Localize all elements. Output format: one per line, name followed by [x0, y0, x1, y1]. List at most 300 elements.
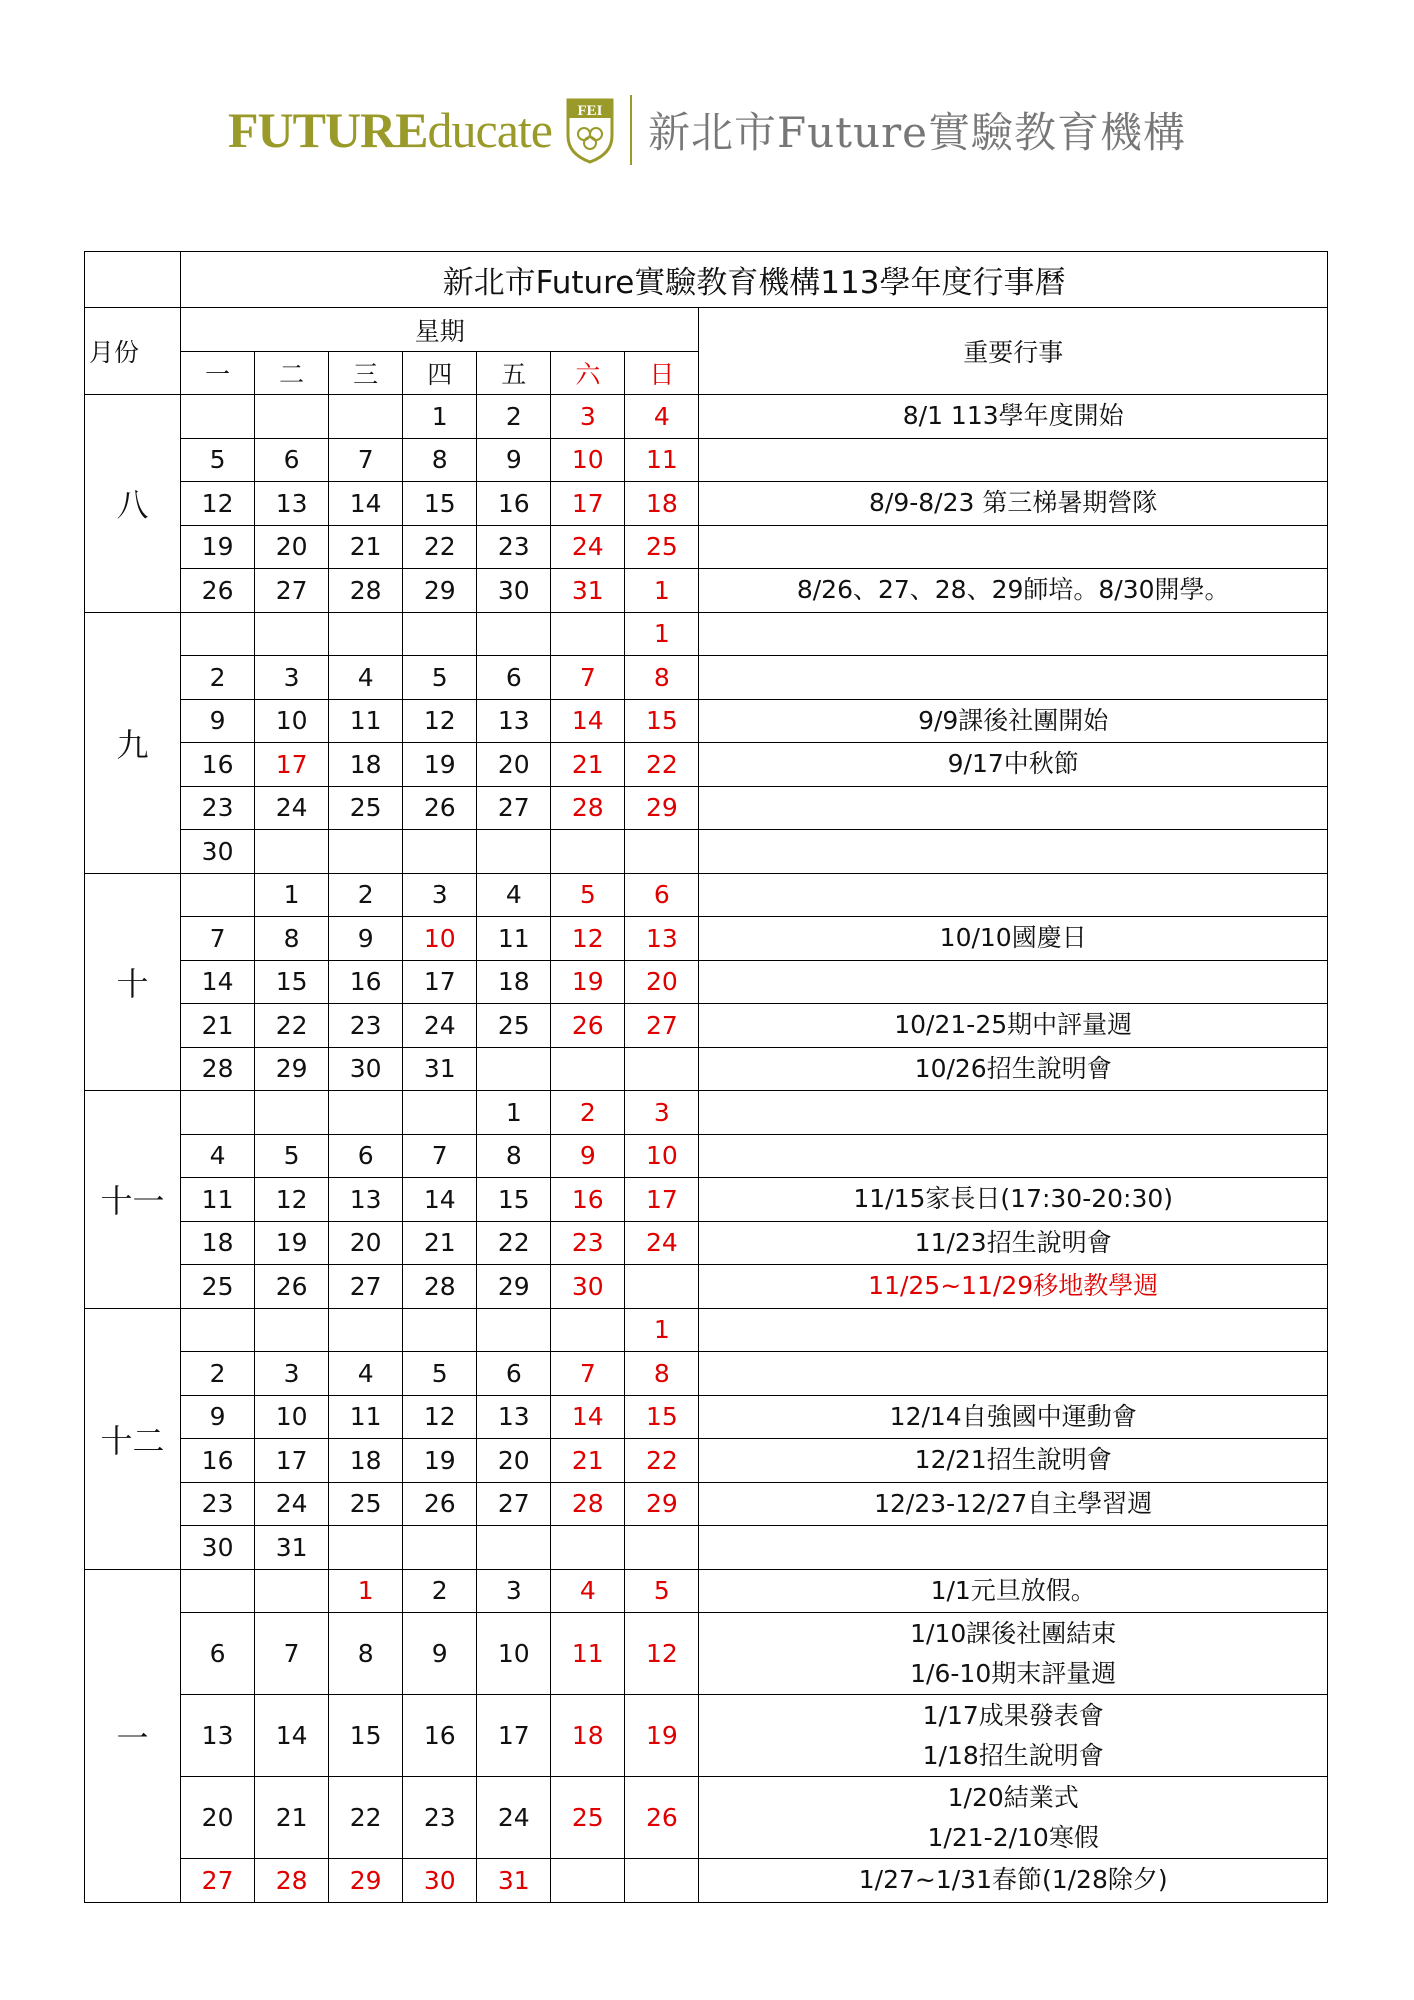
event-text: 10/26招生說明會	[914, 1053, 1112, 1083]
day-cell: 28	[403, 1265, 477, 1309]
day-cell	[329, 395, 403, 439]
day-cell: 10	[625, 1134, 699, 1178]
day-cell: 8	[625, 656, 699, 700]
event-cell	[699, 1352, 1328, 1396]
day-cell: 13	[477, 699, 551, 743]
day-cell: 27	[625, 1004, 699, 1048]
event-cell	[699, 1221, 1328, 1265]
weekday-0: 一	[181, 352, 255, 395]
day-cell: 26	[625, 1777, 699, 1859]
event-cell	[699, 1482, 1328, 1526]
day-cell: 17	[551, 482, 625, 526]
event-cell	[699, 1777, 1328, 1859]
day-cell: 14	[551, 1395, 625, 1439]
day-cell: 9	[477, 438, 551, 482]
day-cell: 20	[329, 1221, 403, 1265]
day-cell	[551, 1047, 625, 1091]
event-text: 10/10國慶日	[939, 923, 1087, 953]
day-cell	[625, 1047, 699, 1091]
day-cell	[255, 1308, 329, 1352]
event-text: 8/1 113學年度開始	[902, 401, 1124, 431]
day-cell: 9	[181, 699, 255, 743]
week-row	[85, 917, 1328, 961]
event-cell	[699, 1526, 1328, 1570]
day-cell	[625, 1859, 699, 1903]
day-cell	[403, 1526, 477, 1570]
month-header: 月份	[85, 308, 181, 395]
day-cell: 18	[625, 482, 699, 526]
day-cell: 16	[329, 960, 403, 1004]
event-text: 1/21-2/10寒假	[927, 1822, 1099, 1852]
event-cell	[699, 830, 1328, 874]
day-cell: 1	[625, 1308, 699, 1352]
day-cell	[181, 395, 255, 439]
day-cell: 18	[329, 743, 403, 787]
day-cell: 23	[181, 1482, 255, 1526]
day-cell	[551, 1308, 625, 1352]
week-header: 星期	[181, 308, 699, 352]
day-cell	[329, 1526, 403, 1570]
day-cell: 7	[255, 1613, 329, 1695]
week-row	[85, 960, 1328, 1004]
day-cell: 15	[329, 1695, 403, 1777]
day-cell: 25	[477, 1004, 551, 1048]
day-cell: 6	[255, 438, 329, 482]
day-cell: 12	[403, 699, 477, 743]
day-cell: 29	[477, 1265, 551, 1309]
event-text: 11/25~11/29移地教學週	[868, 1271, 1159, 1301]
event-text: 12/14自強國中運動會	[889, 1401, 1137, 1431]
day-cell: 20	[477, 1439, 551, 1483]
day-cell	[329, 830, 403, 874]
day-cell: 5	[255, 1134, 329, 1178]
day-cell: 4	[181, 1134, 255, 1178]
day-cell: 29	[403, 569, 477, 613]
day-cell	[403, 1091, 477, 1135]
day-cell: 14	[329, 482, 403, 526]
day-cell: 24	[477, 1777, 551, 1859]
day-cell: 19	[181, 525, 255, 569]
week-row	[85, 525, 1328, 569]
day-cell: 3	[625, 1091, 699, 1135]
event-cell	[699, 960, 1328, 1004]
day-cell: 23	[329, 1004, 403, 1048]
day-cell	[551, 830, 625, 874]
day-cell: 15	[477, 1178, 551, 1222]
day-cell: 5	[403, 656, 477, 700]
day-cell: 31	[551, 569, 625, 613]
event-cell	[699, 395, 1328, 439]
day-cell: 18	[477, 960, 551, 1004]
day-cell: 2	[181, 656, 255, 700]
day-cell: 14	[551, 699, 625, 743]
day-cell: 16	[551, 1178, 625, 1222]
day-cell: 15	[625, 1395, 699, 1439]
day-cell: 23	[551, 1221, 625, 1265]
day-cell: 11	[551, 1613, 625, 1695]
day-cell: 29	[329, 1859, 403, 1903]
day-cell: 28	[255, 1859, 329, 1903]
day-cell: 7	[403, 1134, 477, 1178]
day-cell: 9	[329, 917, 403, 961]
week-row	[85, 1526, 1328, 1570]
day-cell	[181, 1308, 255, 1352]
page-header	[0, 88, 1414, 172]
day-cell: 26	[255, 1265, 329, 1309]
day-cell: 10	[403, 917, 477, 961]
day-cell: 1	[255, 873, 329, 917]
event-cell	[699, 1613, 1328, 1695]
day-cell: 3	[255, 1352, 329, 1396]
day-cell: 27	[255, 569, 329, 613]
day-cell: 13	[477, 1395, 551, 1439]
svg-text:FEI: FEI	[577, 103, 603, 119]
day-cell: 27	[477, 786, 551, 830]
day-cell: 11	[329, 1395, 403, 1439]
day-cell	[477, 612, 551, 656]
day-cell: 12	[625, 1613, 699, 1695]
event-cell	[699, 1178, 1328, 1222]
week-row	[85, 1695, 1328, 1777]
day-cell: 20	[181, 1777, 255, 1859]
event-text: 8/9-8/23 第三梯暑期營隊	[869, 488, 1158, 518]
week-row	[85, 1777, 1328, 1859]
day-cell: 24	[551, 525, 625, 569]
event-text: 1/10課後社團結束	[910, 1618, 1117, 1648]
day-cell: 9	[181, 1395, 255, 1439]
day-cell: 30	[403, 1859, 477, 1903]
events-header: 重要行事	[699, 308, 1328, 395]
day-cell	[551, 612, 625, 656]
week-row	[85, 656, 1328, 700]
day-cell: 26	[181, 569, 255, 613]
day-cell: 28	[551, 1482, 625, 1526]
day-cell	[477, 1526, 551, 1570]
day-cell: 5	[403, 1352, 477, 1396]
day-cell: 30	[181, 1526, 255, 1570]
day-cell: 13	[329, 1178, 403, 1222]
event-text: 11/23招生說明會	[914, 1227, 1112, 1257]
week-row	[85, 395, 1328, 439]
day-cell: 21	[551, 1439, 625, 1483]
week-row	[85, 1439, 1328, 1483]
day-cell: 10	[477, 1613, 551, 1695]
week-row	[85, 743, 1328, 787]
event-text: 1/18招生說明會	[922, 1740, 1104, 1770]
event-text: 1/17成果發表會	[922, 1700, 1104, 1730]
day-cell: 8	[477, 1134, 551, 1178]
day-cell: 11	[625, 438, 699, 482]
day-cell: 16	[181, 743, 255, 787]
month-cell: 十	[85, 873, 181, 1091]
day-cell	[329, 1308, 403, 1352]
weekday-6: 日	[625, 352, 699, 395]
event-cell	[699, 1308, 1328, 1352]
day-cell	[625, 1526, 699, 1570]
day-cell: 22	[255, 1004, 329, 1048]
day-cell: 5	[181, 438, 255, 482]
day-cell: 8	[625, 1352, 699, 1396]
day-cell: 17	[255, 1439, 329, 1483]
event-cell	[699, 699, 1328, 743]
day-cell	[551, 1859, 625, 1903]
event-cell	[699, 1569, 1328, 1613]
day-cell: 2	[477, 395, 551, 439]
day-cell: 28	[181, 1047, 255, 1091]
day-cell: 12	[255, 1178, 329, 1222]
day-cell: 30	[551, 1265, 625, 1309]
day-cell: 24	[403, 1004, 477, 1048]
day-cell: 4	[551, 1569, 625, 1613]
week-row	[85, 1134, 1328, 1178]
day-cell: 24	[625, 1221, 699, 1265]
day-cell	[403, 612, 477, 656]
event-text: 1/1元旦放假。	[930, 1575, 1096, 1605]
week-row	[85, 1859, 1328, 1903]
event-cell	[699, 525, 1328, 569]
month-cell: 一	[85, 1569, 181, 1902]
day-cell: 1	[625, 612, 699, 656]
month-cell: 十二	[85, 1308, 181, 1569]
week-row	[85, 1569, 1328, 1613]
day-cell: 2	[403, 1569, 477, 1613]
day-cell: 8	[329, 1613, 403, 1695]
day-cell: 26	[403, 1482, 477, 1526]
month-cell: 十一	[85, 1091, 181, 1309]
week-row	[85, 1265, 1328, 1309]
day-cell: 23	[181, 786, 255, 830]
day-cell: 25	[625, 525, 699, 569]
weekday-4: 五	[477, 352, 551, 395]
weekday-5: 六	[551, 352, 625, 395]
event-text: 12/21招生說明會	[914, 1445, 1112, 1475]
day-cell: 19	[255, 1221, 329, 1265]
event-cell	[699, 1134, 1328, 1178]
day-cell: 3	[477, 1569, 551, 1613]
day-cell: 22	[403, 525, 477, 569]
day-cell: 4	[625, 395, 699, 439]
day-cell: 20	[477, 743, 551, 787]
day-cell	[255, 1091, 329, 1135]
month-cell: 九	[85, 612, 181, 873]
day-cell: 13	[255, 482, 329, 526]
week-row	[85, 1395, 1328, 1439]
day-cell: 29	[255, 1047, 329, 1091]
day-cell: 20	[255, 525, 329, 569]
day-cell: 30	[477, 569, 551, 613]
day-cell	[181, 873, 255, 917]
calendar-title: 新北市Future實驗教育機構113學年度行事曆	[181, 252, 1328, 308]
day-cell	[181, 1091, 255, 1135]
day-cell	[329, 1091, 403, 1135]
day-cell: 30	[329, 1047, 403, 1091]
day-cell: 14	[403, 1178, 477, 1222]
day-cell	[403, 830, 477, 874]
day-cell: 7	[329, 438, 403, 482]
weekday-3: 四	[403, 352, 477, 395]
corner-cell	[85, 252, 181, 308]
day-cell: 21	[403, 1221, 477, 1265]
event-cell	[699, 612, 1328, 656]
day-cell: 11	[181, 1178, 255, 1222]
day-cell: 5	[625, 1569, 699, 1613]
day-cell: 29	[625, 786, 699, 830]
event-text: 8/26、27、28、29師培。8/30開學。	[796, 575, 1230, 605]
day-cell: 22	[625, 1439, 699, 1483]
event-cell	[699, 1047, 1328, 1091]
day-cell: 31	[477, 1859, 551, 1903]
day-cell: 23	[403, 1777, 477, 1859]
event-cell	[699, 1091, 1328, 1135]
event-cell	[699, 1004, 1328, 1048]
day-cell: 13	[625, 917, 699, 961]
day-cell: 7	[551, 1352, 625, 1396]
day-cell	[255, 612, 329, 656]
event-text: 12/23-12/27自主學習週	[874, 1488, 1153, 1518]
day-cell: 26	[403, 786, 477, 830]
day-cell: 6	[625, 873, 699, 917]
day-cell: 1	[329, 1569, 403, 1613]
day-cell: 9	[551, 1134, 625, 1178]
day-cell: 2	[181, 1352, 255, 1396]
org-name: 新北市Future實驗教育機構	[647, 108, 1187, 157]
day-cell: 25	[551, 1777, 625, 1859]
week-row	[85, 1613, 1328, 1695]
day-cell: 16	[477, 482, 551, 526]
day-cell: 2	[551, 1091, 625, 1135]
day-cell	[255, 1569, 329, 1613]
week-row	[85, 786, 1328, 830]
day-cell: 17	[255, 743, 329, 787]
day-cell: 24	[255, 1482, 329, 1526]
event-cell	[699, 569, 1328, 613]
event-cell	[699, 438, 1328, 482]
day-cell: 16	[403, 1695, 477, 1777]
event-text: 1/27~1/31春節(1/28除夕)	[858, 1865, 1168, 1895]
week-row	[85, 438, 1328, 482]
day-cell: 10	[255, 699, 329, 743]
day-cell: 17	[625, 1178, 699, 1222]
day-cell: 19	[625, 1695, 699, 1777]
day-cell: 7	[551, 656, 625, 700]
day-cell: 15	[403, 482, 477, 526]
day-cell: 4	[329, 1352, 403, 1396]
day-cell: 27	[329, 1265, 403, 1309]
day-cell: 5	[551, 873, 625, 917]
day-cell: 11	[477, 917, 551, 961]
day-cell: 15	[625, 699, 699, 743]
day-cell: 22	[477, 1221, 551, 1265]
day-cell	[329, 612, 403, 656]
event-text: 10/21-25期中評量週	[894, 1010, 1133, 1040]
week-row	[85, 1482, 1328, 1526]
day-cell: 12	[551, 917, 625, 961]
day-cell: 10	[551, 438, 625, 482]
day-cell: 3	[551, 395, 625, 439]
day-cell: 30	[181, 830, 255, 874]
day-cell: 18	[551, 1695, 625, 1777]
day-cell: 23	[477, 525, 551, 569]
day-cell: 4	[329, 656, 403, 700]
day-cell: 28	[551, 786, 625, 830]
day-cell: 19	[403, 743, 477, 787]
day-cell: 11	[329, 699, 403, 743]
day-cell: 12	[403, 1395, 477, 1439]
day-cell: 14	[255, 1695, 329, 1777]
event-cell	[699, 1695, 1328, 1777]
week-row	[85, 699, 1328, 743]
day-cell: 2	[329, 873, 403, 917]
event-cell	[699, 1859, 1328, 1903]
day-cell: 28	[329, 569, 403, 613]
week-row	[85, 1178, 1328, 1222]
week-row	[85, 1091, 1328, 1135]
day-cell: 8	[255, 917, 329, 961]
day-cell: 14	[181, 960, 255, 1004]
day-cell: 29	[625, 1482, 699, 1526]
day-cell: 13	[181, 1695, 255, 1777]
week-row	[85, 569, 1328, 613]
event-cell	[699, 743, 1328, 787]
week-row	[85, 612, 1328, 656]
day-cell: 27	[477, 1482, 551, 1526]
day-cell	[181, 1569, 255, 1613]
day-cell	[255, 395, 329, 439]
day-cell: 7	[181, 917, 255, 961]
day-cell: 22	[329, 1777, 403, 1859]
event-text: 9/17中秋節	[947, 749, 1079, 779]
day-cell: 21	[255, 1777, 329, 1859]
day-cell: 16	[181, 1439, 255, 1483]
day-cell: 22	[625, 743, 699, 787]
event-cell	[699, 1395, 1328, 1439]
day-cell	[625, 1265, 699, 1309]
weekday-2: 三	[329, 352, 403, 395]
week-row	[85, 1221, 1328, 1265]
day-cell: 4	[477, 873, 551, 917]
day-cell	[477, 1308, 551, 1352]
day-cell: 25	[181, 1265, 255, 1309]
day-cell: 15	[255, 960, 329, 1004]
event-cell	[699, 656, 1328, 700]
day-cell	[181, 612, 255, 656]
week-row	[85, 1352, 1328, 1396]
day-cell: 19	[403, 1439, 477, 1483]
day-cell	[477, 830, 551, 874]
week-row	[85, 1308, 1328, 1352]
school-calendar-table	[84, 251, 1328, 1903]
month-cell: 八	[85, 395, 181, 613]
brand-logo-text: FUTUREducate	[227, 102, 552, 158]
day-cell: 27	[181, 1859, 255, 1903]
event-cell	[699, 482, 1328, 526]
day-cell: 17	[403, 960, 477, 1004]
day-cell	[477, 1047, 551, 1091]
day-cell: 9	[403, 1613, 477, 1695]
day-cell: 10	[255, 1395, 329, 1439]
week-row	[85, 1047, 1328, 1091]
day-cell: 8	[403, 438, 477, 482]
day-cell: 1	[625, 569, 699, 613]
crest-logo-icon	[564, 96, 616, 164]
week-row	[85, 1004, 1328, 1048]
day-cell: 1	[477, 1091, 551, 1135]
event-cell	[699, 917, 1328, 961]
day-cell: 17	[477, 1695, 551, 1777]
event-text: 1/6-10期末評量週	[910, 1658, 1117, 1688]
week-row	[85, 482, 1328, 526]
day-cell: 1	[403, 395, 477, 439]
